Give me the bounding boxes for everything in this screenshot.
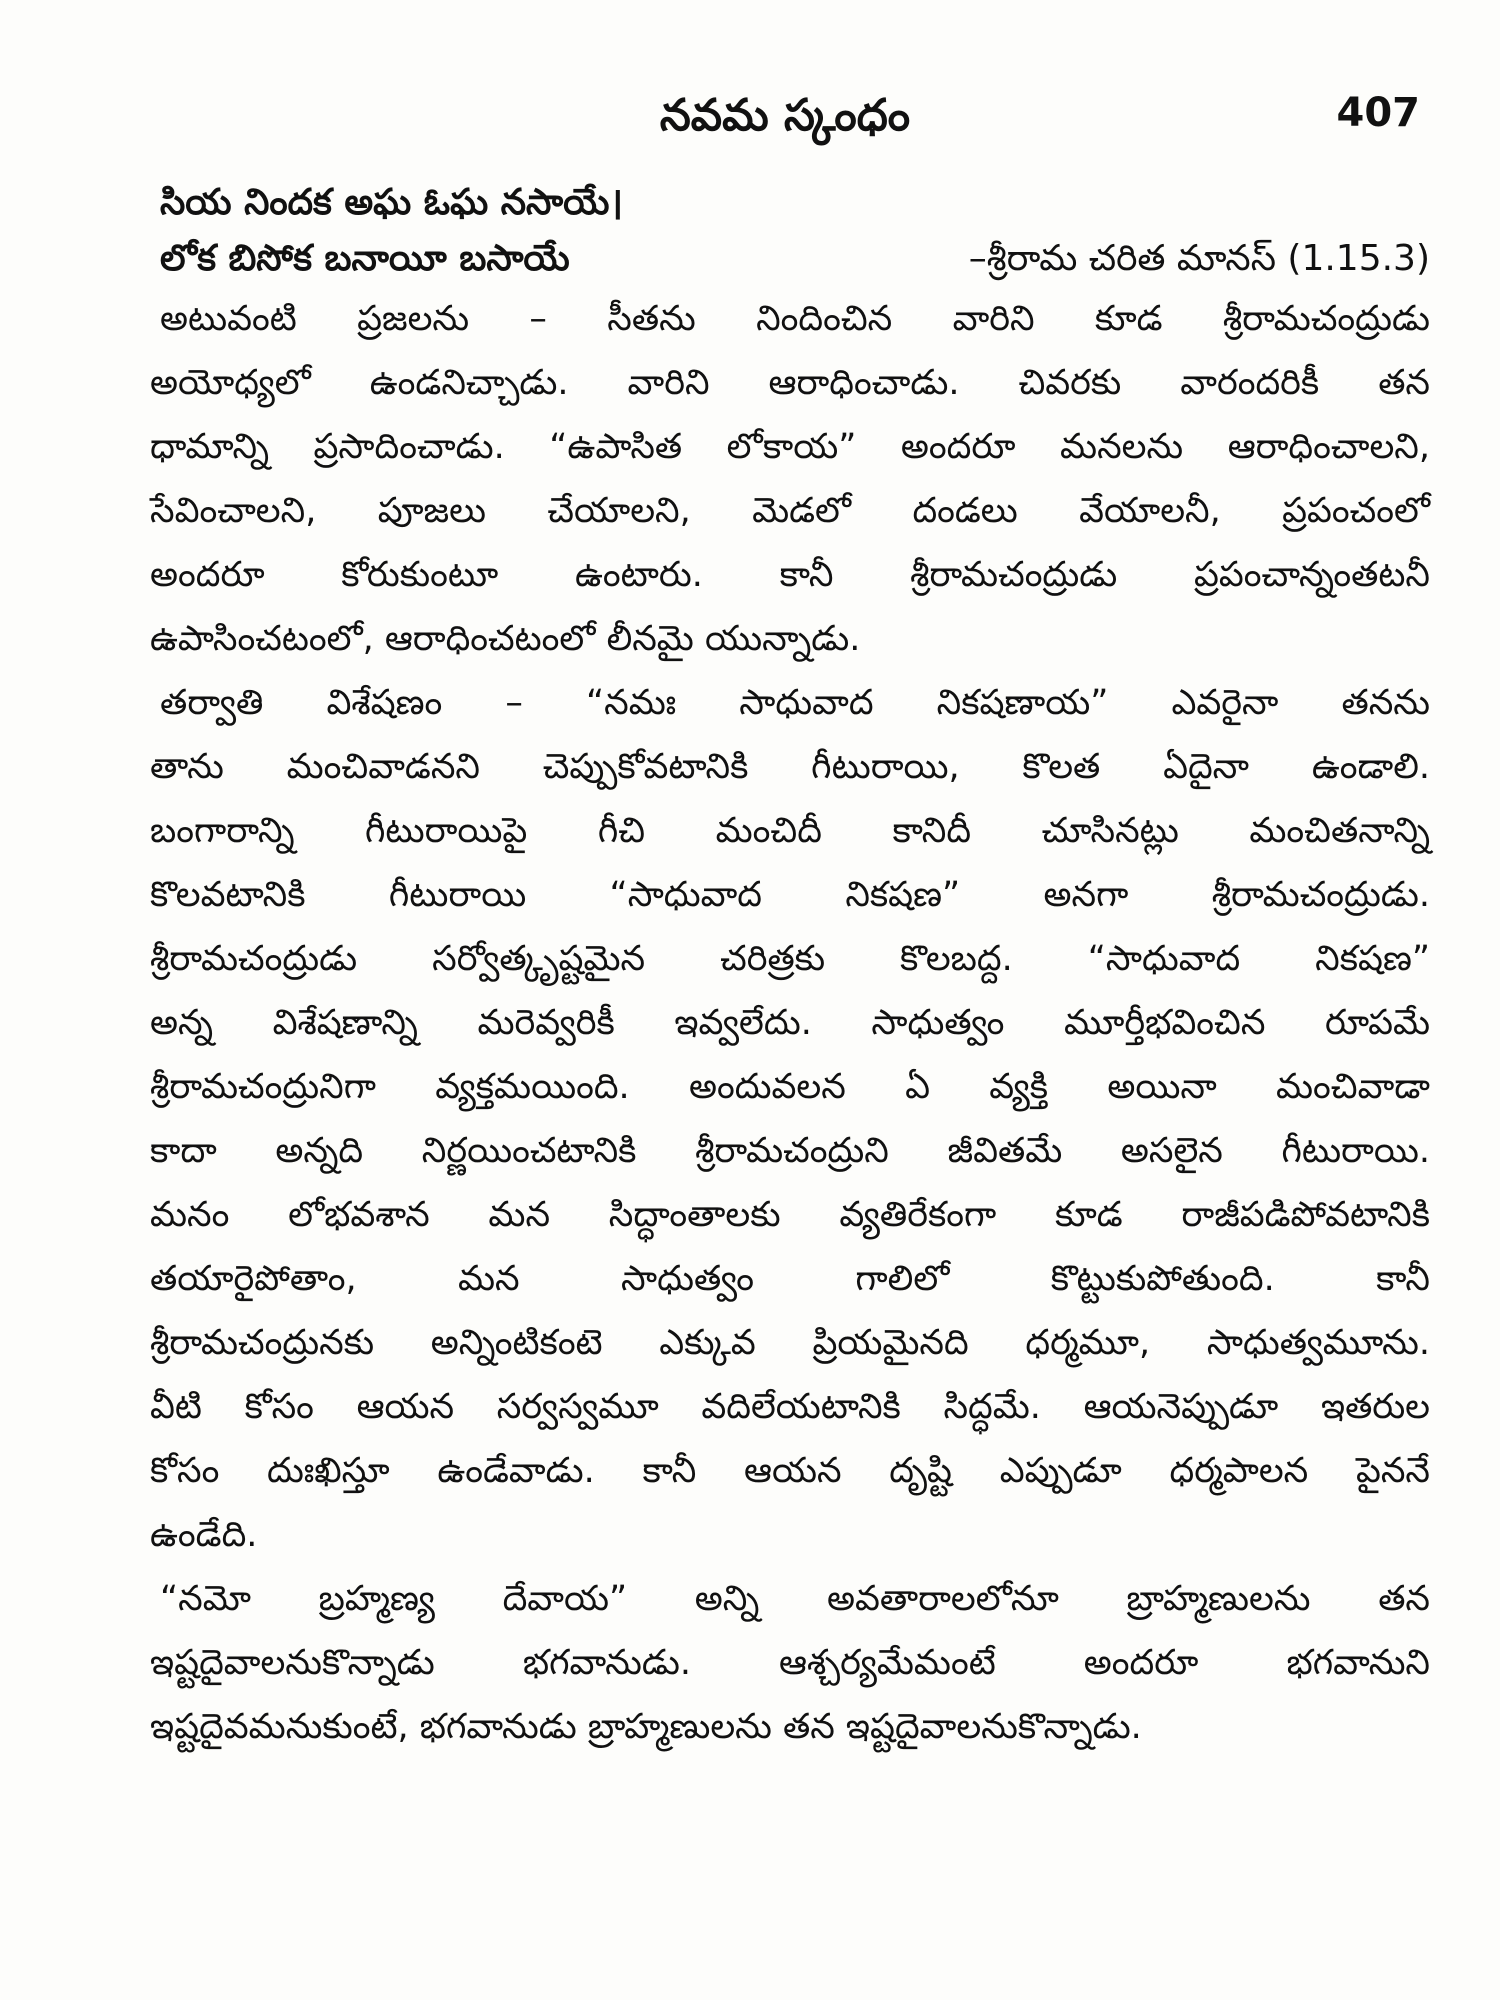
paragraph-line: కోసం దుఃఖిస్తూ ఉండేవాడు. కానీ ఆయన దృష్టి ఎప్పుడూ ధర్మపాలన పైననే — [150, 1451, 1430, 1491]
verse-line-1: సియ నిందక అఘ ఓఘ నసాయే। — [160, 182, 624, 223]
paragraph-line: ఇష్టదైవాలనుకొన్నాడు భగవానుడు. ఆశ్చర్యమేమంటే అందరూ భగవానుని — [150, 1643, 1430, 1683]
verse-block — [150, 175, 1430, 287]
paragraph-line: “నమో బ్రహ్మణ్య దేవాయ” అన్ని అవతారాలలోనూ బ్రాహ్మణులను తన — [160, 1579, 1430, 1619]
paragraph-line: బంగారాన్ని గీటురాయిపై గీచి మంచిదీ కానిదీ చూసినట్లు మంచితనాన్ని — [150, 811, 1430, 851]
paragraph-line: వీటి కోసం ఆయన సర్వస్వమూ వదిలేయటానికి సిద్ధమే. ఆయనెప్పుడూ ఇతరుల — [150, 1387, 1430, 1427]
verse-line-2-row — [160, 231, 1430, 287]
paragraph-line: శ్రీరామచంద్రుడు సర్వోత్కృష్టమైన చరిత్రకు కొలబద్ద. “సాధువాద నికషణ” — [150, 939, 1430, 979]
paragraph-line: అటువంటి ప్రజలను – సీతను నిందించిన వారిని కూడ శ్రీరామచంద్రుడు — [160, 299, 1430, 339]
paragraph-line: సేవించాలని, పూజలు చేయాలని, మెడలో దండలు వేయాలనీ, ప్రపంచంలో — [150, 491, 1430, 531]
paragraph-line: అన్న విశేషణాన్ని మరెవ్వరికీ ఇవ్వలేదు. సాధుత్వం మూర్తీభవించిన రూపమే — [150, 1003, 1430, 1043]
paragraph-line: ధామాన్ని ప్రసాదించాడు. “ఉపాసిత లోకాయ” అందరూ మనలను ఆరాధించాలని, — [150, 427, 1430, 467]
paragraph-line: కొలవటానికి గీటురాయి “సాధువాద నికషణ” అనగా శ్రీరామచంద్రుడు. — [150, 875, 1430, 915]
page-number: 407 — [1336, 90, 1420, 136]
paragraph-line: కాదా అన్నది నిర్ణయించటానికి శ్రీరామచంద్రుని జీవితమే అసలైన గీటురాయి. — [150, 1131, 1430, 1171]
paragraph-3 — [150, 1567, 1430, 1759]
page-header — [150, 90, 1420, 160]
paragraph-line: తర్వాతి విశేషణం – “నమః సాధువాద నికషణాయ” ఎవరైనా తనను — [160, 683, 1430, 723]
verse-line-2: లోక బిసోక బనాయీ బసాయే — [160, 238, 570, 279]
paragraph-line: శ్రీరామచంద్రునకు అన్నింటికంటె ఎక్కువ ప్రియమైనది ధర్మమూ, సాధుత్వమూను. — [150, 1323, 1430, 1363]
paragraph-line: శ్రీరామచంద్రునిగా వ్యక్తమయింది. అందువలన ఏ వ్యక్తి అయినా మంచివాడా — [150, 1067, 1430, 1107]
paragraph-line: అయోధ్యలో ఉండనిచ్చాడు. వారిని ఆరాధించాడు. చివరకు వారందరికీ తన — [150, 363, 1430, 403]
paragraph-line: తయారైపోతాం, మన సాధుత్వం గాలిలో కొట్టుకుపోతుంది. కానీ — [150, 1259, 1430, 1299]
paragraph-line: మనం లోభవశాన మన సిద్ధాంతాలకు వ్యతిరేకంగా కూడ రాజీపడిపోవటానికి — [150, 1195, 1430, 1235]
paragraph-line: ఉండేది. — [150, 1515, 258, 1555]
page-body — [150, 175, 1430, 1759]
paragraph-line: తాను మంచివాడనని చెప్పుకోవటానికి గీటురాయి, కొలత ఏదైనా ఉండాలి. — [150, 747, 1430, 787]
paragraph-line: అందరూ కోరుకుంటూ ఉంటారు. కానీ శ్రీరామచంద్రుడు ప్రపంచాన్నంతటనీ — [150, 555, 1430, 595]
paragraph-line: ఇష్టదైవమనుకుంటే, భగవానుడు బ్రాహ్మణులను తన ఇష్టదైవాలనుకొన్నాడు. — [150, 1707, 1142, 1747]
running-title: నవమ స్కంధం — [659, 90, 911, 141]
verse-citation: –శ్రీరామ చరిత మానస్ (1.15.3) — [968, 238, 1430, 279]
paragraph-line: ఉపాసించటంలో, ఆరాధించటంలో లీనమై యున్నాడు. — [150, 619, 861, 659]
paragraph-1 — [150, 287, 1430, 671]
paragraph-2 — [150, 671, 1430, 1567]
